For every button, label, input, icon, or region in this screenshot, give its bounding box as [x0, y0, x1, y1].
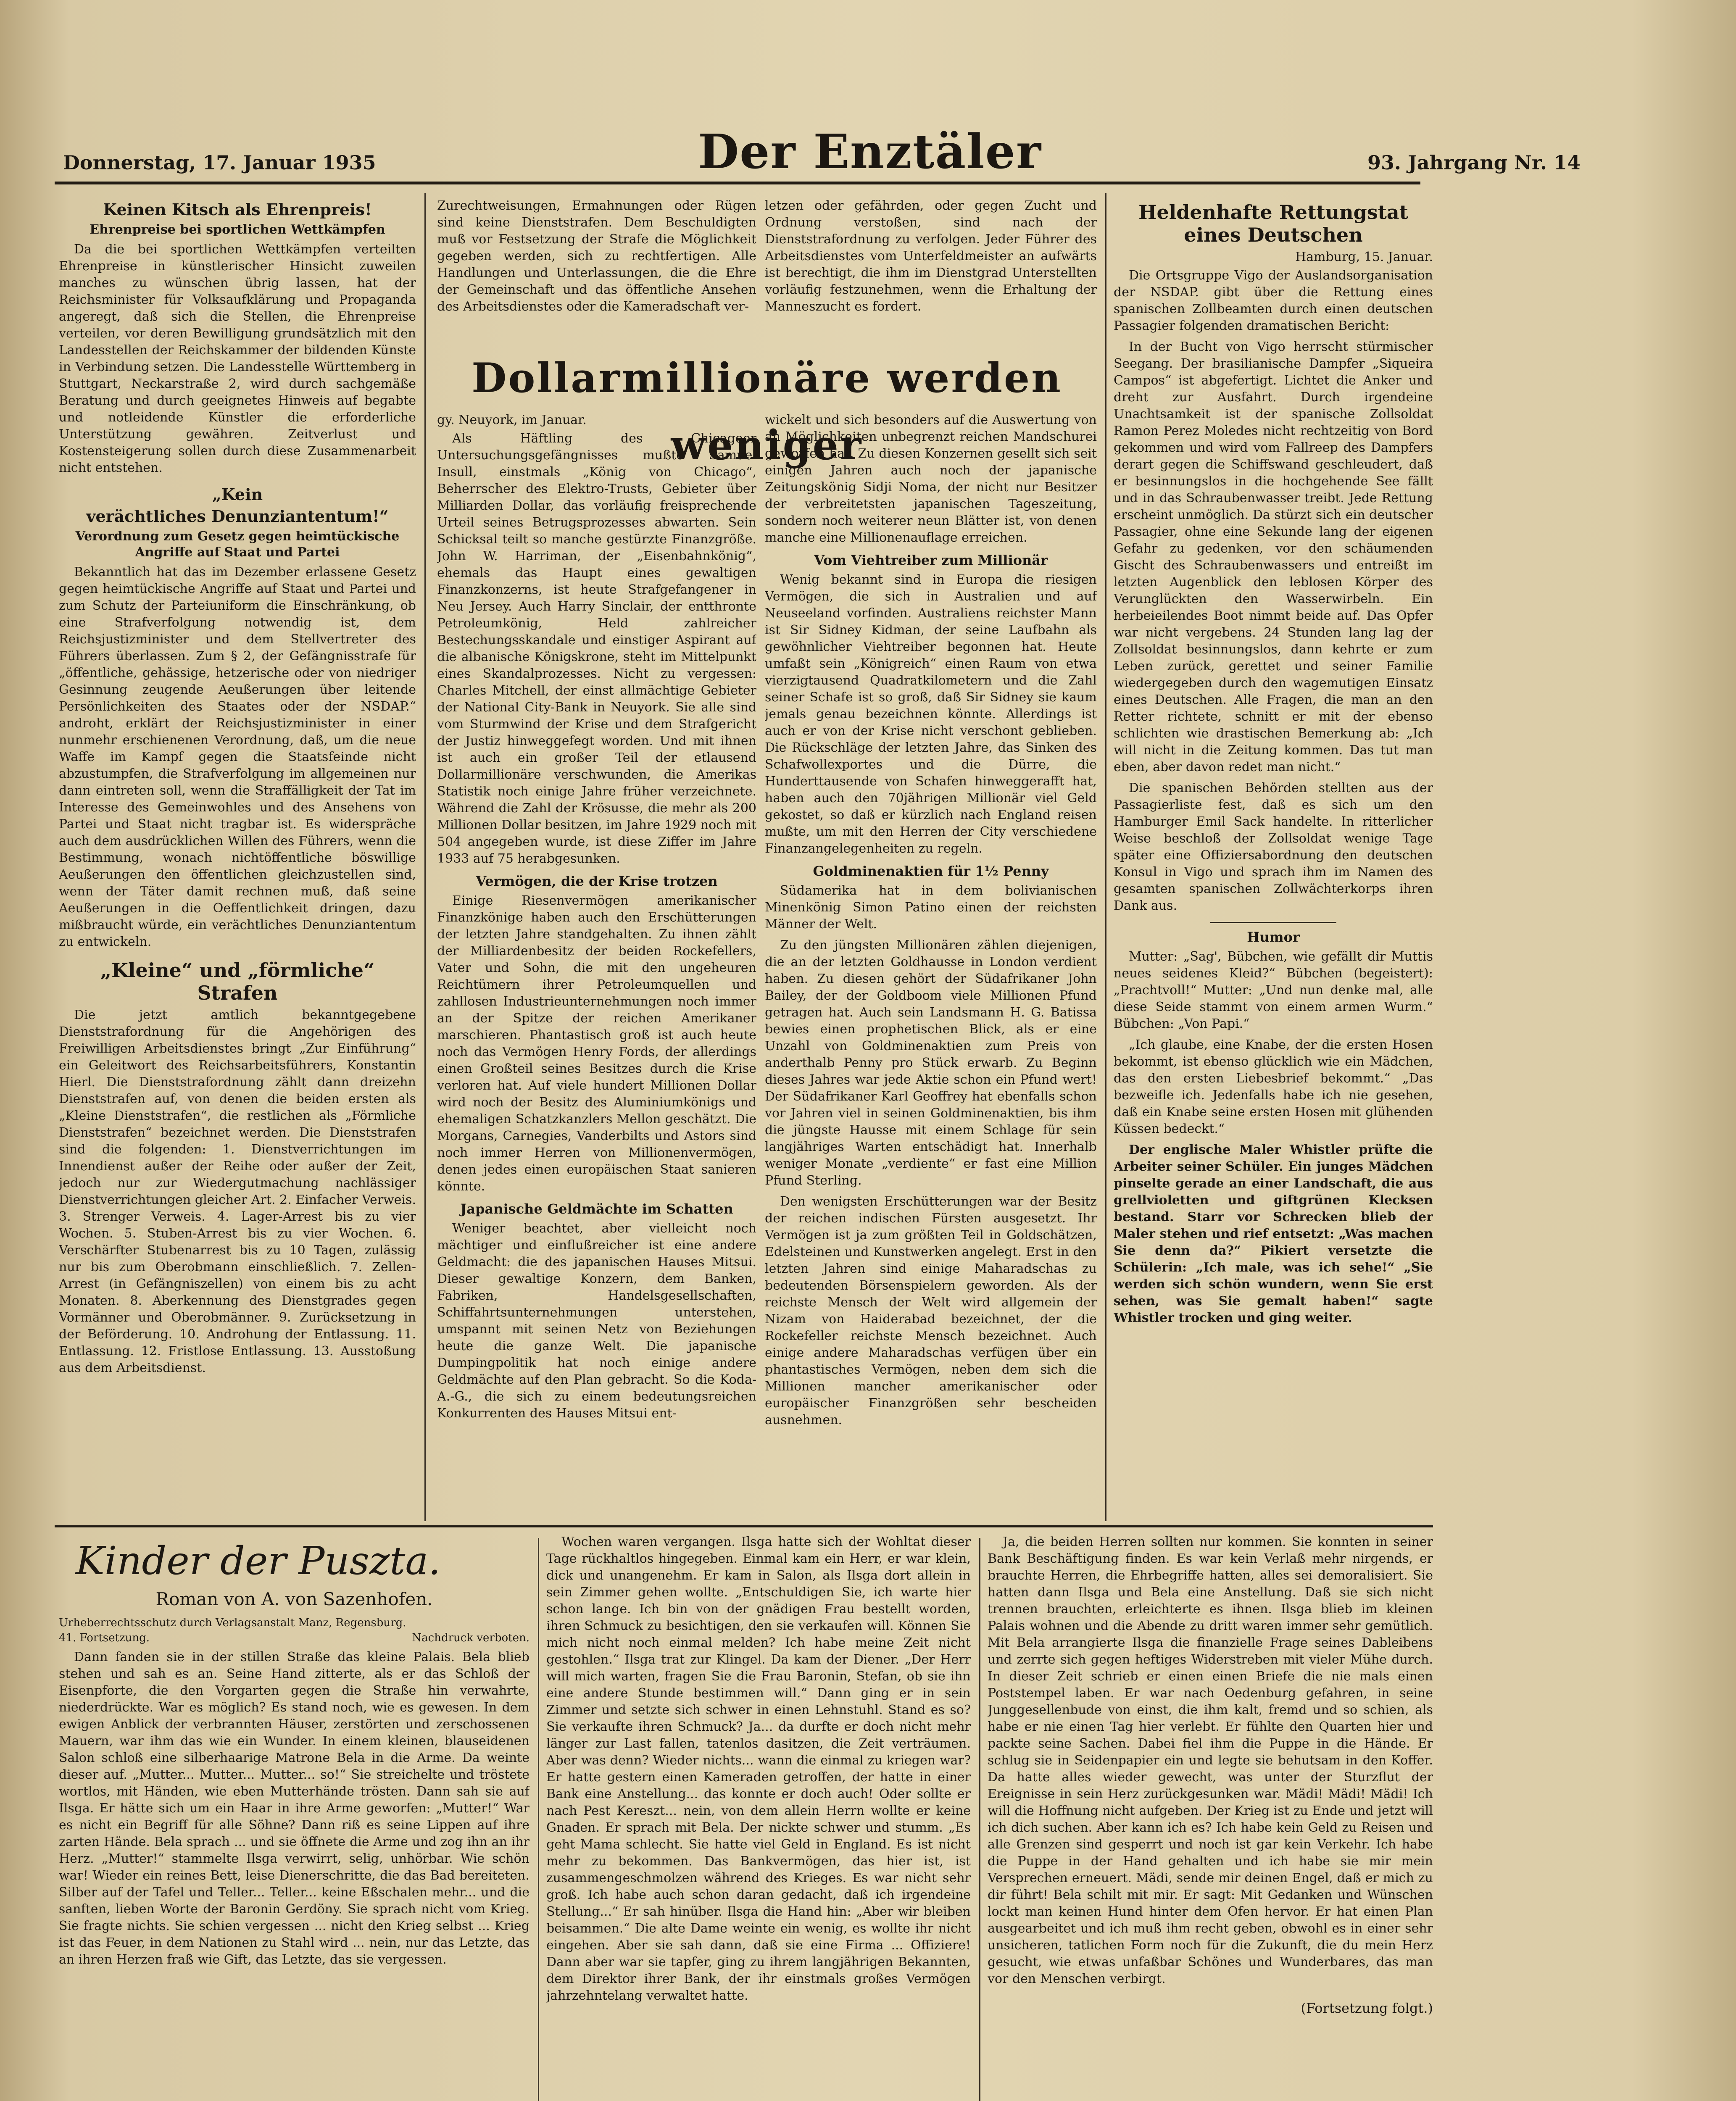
issue-number: 93. Jahrgang Nr. 14 [1367, 151, 1581, 174]
novel-subtitle: Roman von A. von Sazenhofen. [155, 1589, 433, 1609]
article-dollar-1: Als Häftling des Chicagoer Untersuchungsgefängnisses mußte Samuel Insull, einstmals „König von Chicago“, Beherrscher des Elektro-Trusts, Gebieter über Milliarden Dollar, das vorläufig freisprechende Urteil seines Betrugsprozesses abwarten. Sein Schicksal teilt so manche gestürzte Finanzgröße. John W. Harriman, der „Eisenbahnkönig“, ehemals das Haupt eines gewaltigen Finanzkonzerns, ist heute Strafgefangener in Neu Jersey. Auch Harry Sinclair, der entthronte Petroleumkönig, Held zahlreicher Bestechungsskandale und einstiger Aspirant auf die albanische Königskrone, steht im Mittelpunkt eines Skandalprozesses. Nicht zu vergessen: Charles Mitchell, der einst allmächtige Gebieter der National City-Bank in Neuyork. Sie alle sind vom Sturmwind der Krise und dem Strafgericht der Justiz hinweggefegt worden. Und mit ihnen ist auch ein großer Teil der etlausend Dollarmillionäre verschwunden, die Amerikas Statistik noch einige Jahre früher verzeichnete. Während die Zahl der Krösusse, die mehr als 200 Millionen Dollar besitzen, im Jahre 1929 noch mit 504 angegeben wurde, ist diese Ziffer im Jahre 1933 auf 75 herabgesunken. [437, 431, 756, 866]
subhead-denunziantentum: Verordnung zum Gesetz gegen heimtückische Angriffe auf Staat und Partei [75, 529, 400, 560]
article-strafen: Die jetzt amtlich bekanntgegebene Dienststrafordnung für die Angehörigen des Freiwilligen Arbeitsdienstes bringt „Zur Einführung“ ein Geleitwort des Reichsarbeitsführers, Konstantin Hierl. Die Dienststrafordnung zählt dann dreizehn Dienststrafen auf, von denen die beiden ersten als „Kleine Dienststrafen“, die restlichen als „Förmliche Dienststrafen“ bezeichnet werden. Die Dienststrafen sind die folgenden: 1. Dienstverrichtungen im Innendienst außer der Reihe oder außer der Zeit, jedoch nur zur Wiedergutmachung nachlässiger Dienstverrichtungen gleicher Art. 2. Einfacher Verweis. 3. Strenger Verweis. 4. Lager-Arrest bis zu vier Wochen. 5. Stuben-Arrest bis zu vier Wochen. 6. Verschärfter Stubenarrest bis zu 10 Tagen, zulässig nur bis zum Oberobmann einschließlich. 7. Zellen-Arrest (in Gefängniszellen) von einem bis zu acht Monaten. 8. Aberkennung des Dienstgrades gegen Vormänner und Oberobmänner. 9. Zurücksetzung in der Beförderung. 10. Androhung der Entlassung. 11. Entlassung. 12. Fristlose Entlassung. 13. Ausstoßung aus dem Arbeitsdienst. [59, 1008, 416, 1375]
joke-whistler: Der englische Maler Whistler prüfte die Arbeiter seiner Schüler. Ein junges Mädchen pinselte gerade an einer Landschaft, die aus grellvioletten und giftgrünen Klecksen bestand. Starr vor Schrecken blieb der Maler stehen und rief entsetzt: „Was machen Sie denn da?“ Pikiert versetzte die Schülerin: „Ich male, was ich sehe!“ „Sie werden sich schön wundern, wenn Sie erst sehen, was Sie gemalt haben!“ sagte Whistler trocken und ging weiter. [1114, 1143, 1433, 1325]
headline-rettungstat: Heldenhafte Rettungstat eines Deutschen [1138, 201, 1408, 246]
article-dollar-7: Zu den jüngsten Millionären zählen diejenigen, die an der letzten Goldhausse in London verdient haben. Zu diesen gehört der Südafrikaner John Bailey, der der Goldboom viele Millionen Pfund getragen hat. Auch sein Landsmann H. G. Batissa bewies einen prophetischen Blick, als er eine Unzahl von Goldminenaktien zum Preis von anderthalb Penny pro Stück erwarb. Zu Beginn dieses Jahres war jede Aktie schon ein Pfund wert! Der Südafrikaner Karl Geoffrey hat ebenfalls schon vor Jahren viel in seinen Goldminenaktien, bis ihm die jüngste Hausse mit einem Schlage für sein langjähriges Warten entschädigt hat. Innerhalb weniger Monate „verdiente“ er fast eine Million Pfund Sterling. [765, 938, 1097, 1188]
subhead-goldminen: Goldminenaktien für 1½ Penny [813, 863, 1049, 879]
article-kitsch: Da die bei sportlichen Wettkämpfen verteilten Ehrenpreise in künstlerischer Hinsicht zuweilen manches zu wünschen übrig lassen, hat der Reichsminister für Volksaufklärung und Propaganda angeregt, daß sich die Stellen, die Ehrenpreise verteilen, vor deren Bewilligung grundsätzlich mit den Landesstellen der Reichskammer der bildenden Künste in Verbindung setzen. Die Landesstelle Württemberg in Stuttgart, Neckarstraße 2, wird durch sachgemäße Beratung und durch geeignetes Hinweis auf begabte und notleidende Künstler die erforderliche Unterstützung gewähren. Zeitverlust und Kostensteigerung sollen durch diese Zusammenarbeit nicht entstehen. [59, 242, 416, 475]
joke-hosen: „Ich glaube, eine Knabe, der die ersten Hosen bekommt, ist ebenso glücklich wie ein Mädchen, das den ersten Liebesbrief bekommt.“ „Das bezweifle ich. Jedenfalls habe ich nie gesehen, daß ein Knabe seine ersten Hosen mit glühenden Küssen bedeckt.“ [1114, 1037, 1433, 1136]
article-rettung-1: Die Ortsgruppe Vigo der Auslandsorganisation der NSDAP. gibt über die Rettung eines spanischen Zollbeamten durch einen deutschen Passagier folgenden dramatischen Bericht: [1114, 268, 1433, 333]
reprint-notice: Nachdruck verboten. [412, 1632, 529, 1644]
column-2-top [437, 197, 756, 336]
novel-title: Kinder der Puszta. [76, 1538, 441, 1583]
dateline-hamburg: Hamburg, 15. Januar. [1295, 250, 1433, 264]
headline-denunziantentum-1: „Kein [212, 485, 263, 504]
headline-denunziantentum-2: verächtliches Denunziantentum!“ [86, 507, 389, 526]
headline-strafen: „Kleine“ und „förmliche“ Strafen [100, 959, 375, 1004]
column-3 [765, 412, 1097, 1521]
masthead-rule [55, 182, 1420, 184]
column-rule [424, 193, 426, 1521]
subhead-japan: Japanische Geldmächte im Schatten [460, 1201, 733, 1217]
article-rettung-2: In der Bucht von Vigo herrscht stürmischer Seegang. Der brasilianische Dampfer „Siqueira Campos“ ist abgefertigt. Lichtet die Anker und dreht zur Ausfahrt. Durch irgendeine Unachtsamkeit ist der spanische Zollsoldat Ramon Perez Moledes nicht rechtzeitig von Bord gekommen und wird vom Fallreep des Dampfers derart gegen die Schiffswand geschleudert, daß er besinnungslos in die hochgehende See fällt und in das Schraubenwasser treibt. Jede Rettung erscheint unmöglich. Da stürzt sich ein deutscher Passagier, ohne eine Sekunde lang der eigenen Gefahr zu gedenken, vor den schäumenden Gischt des Schraubenwassers und entreißt im letzten Augenblick den leblosen Körper des Verunglückten den Wasserwirbeln. Ein herbeieilendes Boot nimmt beide auf. Das Opfer war nicht vergebens. 24 Stunden lang lag der Zollsoldat besinnungslos, dann kehrte er zum Leben zurück, gerettet und seiner Familie wiedergegeben durch den wagemutigen Einsatz eines Deutschen. Alle Fragen, die man an den Retter richtete, schnitt er mit der ebenso schlichten wie drastischen Bemerkung ab: „Ich will nicht in die Zeitung kommen. Das tut man eben, aber davon redet man nicht.“ [1114, 340, 1433, 774]
article-dollar-3: Weniger beachtet, aber vielleicht noch mächtiger und einflußreicher ist eine andere Geldmacht: die des japanischen Hauses Mitsui. Dieser gewaltige Konzern, dem Banken, Fabriken, Handelsgesellschaften, Schiffahrtsunternehmungen unterstehen, umspannt mit seinen Netz von Beziehungen heute die ganze Welt. Die japanische Dumpingpolitik hat noch einige andere Geldmächte auf den Plan gebracht. So die Koda-A.-G., die sich zu einem bedeutungsreichen Konkurrenten des Hauses Mitsui ent- [437, 1221, 756, 1421]
novel-rule [55, 1525, 1433, 1527]
continued-notice: (Fortsetzung folgt.) [1301, 2000, 1433, 2016]
banner-headline: Dollarmillionäre werden weniger [472, 354, 1062, 469]
column-right [1114, 197, 1433, 1521]
article-dollar-5: Wenig bekannt sind in Europa die riesigen Vermögen, die sich in Australien und auf Neuseeland vorfinden. Australiens reichster Mann ist Sir Sidney Kidman, der seine Laufbahn als gewöhnlicher Viehtreiber begonnen hat. Heute umfaßt sein „Königreich“ einen Raum von etwa vierzigtausend Quadratkilometern und die Zahl seiner Schafe ist so groß, daß Sir Sidney sie kaum jemals genau bezeichnen könnte. Allerdings ist auch er von der Krise nicht verschont geblieben. Die Rückschläge der letzten Jahre, das Sinken des Schafwollexportes und die Dürre, die Hunderttausende von Schafen hinweggerafft hat, haben auch den 70jährigen Millionär viel Geld gekostet, so daß er kürzlich nach England reisen mußte, um mit den Herren der City verschiedene Finanzangelegenheiten zu regeln. [765, 572, 1097, 856]
novel-text-2: Wochen waren vergangen. Ilsga hatte sich der Wohltat dieser Tage rückhaltlos hingegeben. Einmal kam ein Herr, er war klein, dick und unangenehm. Er kam in Salon, als Ilsga dort allein in sein Zimmer gehen wollte. „Entschuldigen Sie, ich warte hier schon lange. Ich bin von der gnädigen Frau bestellt worden, ihren Schmuck zu besichtigen, den sie verkaufen will. Können Sie mich nicht noch einmal melden? Ich habe meine Zeit nicht gestohlen.“ Ilsga trat zur Klingel. Da kam der Diener. „Der Herr will mich warten, fragen Sie die Frau Baronin, Stefan, ob sie ihn eine andere Stunde bestimmen will.“ Dann ging er in sein Zimmer und setzte sich schwer in einen Lehnstuhl. Stand es so? Sie verkaufte ihren Schmuck? Ja... da durfte er doch nicht mehr länger zur Last fallen, tatenlos dasitzen, die Zeit verträumen. Aber was denn? Wieder nichts... wann die einmal zu kriegen war? Er hatte gestern einen Kameraden getroffen, der hatte in einer Bank eine Anstellung... das konnte er doch auch! Oder sollte er nach Pest Kereszt... nein, von dem allein Herrn wollte er keine Gnaden. Er sprach mit Bela. Der nickte schwer und stumm. „Es geht Mama schlecht. Sie hatte viel Geld in England. Es ist nicht mehr zu bekommen. Das Bankvermögen, das hier ist, ist zusammengeschmolzen während des Krieges. Es war nicht sehr groß. Ich habe auch schon daran gedacht, daß ich irgendeine Stellung...“ Er sah hinüber. Ilsga die Hand hin: „Aber wir bleiben beisammen.“ Die alte Dame weinte ein wenig, es wollte ihr nicht eingehen. Aber sie sah dann, daß sie eine Firma ... Offiziere! Dann aber war sie tapfer, ging zu ihrem langjährigen Bekannten, dem Direktor ihrer Bank, der ihr einstmals großes Vermögen jahrzehntelang verwaltet hatte. [546, 1535, 971, 2003]
novel-copyright [59, 1615, 529, 1630]
newspaper-title: Der Enztäler [698, 124, 1042, 179]
article-rettung-3: Die spanischen Behörden stellten aus der Passagierliste fest, daß es sich um den Hamburger Emil Sack handelte. In ritterlicher Weise beschloß der Zollsoldat wenige Tage später eine Offiziersabordnung den deutschen Konsul in Vigo und sprach ihm im Namen des gesamten spanischen Zollwächterkorps ihren Dank aus. [1114, 781, 1433, 913]
column-rule [538, 1538, 539, 2101]
novel-text-3: Ja, die beiden Herren sollten nur kommen. Sie konnten in seiner Bank Beschäftigung finden. Es war kein Verlaß mehr nirgends, er brauchte Herren, die Ehrbegriffe hatten, alles sei demoralisiert. Sie hatten dann Ilsga und Bela eine Anstellung. Daß sie sich nicht trennen brauchten, erleichterte es ihnen. Ilsga blieb im kleinen Palais wohnen und die Abende zu dritt waren immer sehr gemütlich. Mit Bela arrangierte Ilsga die finanzielle Frage seines Dableibens und zerrte sich gegen heftiges Widerstreben mit vieler Mühe durch. In dieser Zeit schrieb er einen einen Briefe die nie mals einen Poststempel laben. Er war nach Oedenburg gefahren, in seine Junggesellenbude von einst, die ihm kalt, fremd und so schien, als habe er nie einen Tag hier verlebt. Er fühlte den Quarten hier und packte seine Sachen. Dabei fiel ihm die Puppe in die Hände. Er schlug sie in Seidenpapier ein und legte sie behutsam in den Koffer. Da hatte alles wieder gewecht, was unter der Sturzflut der Ereignisse in sein Herz zurückgesunken war. Mädi! Mädi! Mädi! Ich will die Hoffnung nicht aufgeben. Der Krieg ist zu Ende und jetzt will ich dich suchen. Aber kann ich es? Ich habe kein Geld zu Reisen und alle Grenzen sind gesperrt und noch ist gar kein Verkehr. Ich habe die Puppe in der Hand gehalten und ich habe sie mir mein Versprechen erneuert. Mädi, sende mir deinen Engel, daß er mich zu dir führt! Bela schilt mit mir. Er sagt: Mit Gedanken und Wünschen lockt man keinen Hund hinter dem Ofen hervor. Er hat einen Plan ausgearbeitet und ich muß ihm recht geben, obwohl es in einer sehr unsicheren, tatlichen Form noch für die Zukunft, die du mein Herz gesucht, wie etwas unfaßbar Schönes und Wunderbares, das man vor den Menschen verbirgt. [988, 1535, 1433, 1986]
column-3-top [765, 197, 1097, 336]
article-strafen-end: letzen oder gefährden, oder gegen Zucht und Ordnung verstoßen, sind nach der Dienststrafordnung zu verfolgen. Jeder Führer des Arbeitsdienstes vom Unterfeldmeister an aufwärts ist berechtigt, die ihm im Dienstgrad Unterstellten vorläufig festzunehmen, wenn die Erhaltung der Manneszucht es fordert. [765, 198, 1097, 314]
novel-text-1: Dann fanden sie in der stillen Straße das kleine Palais. Bela blieb stehen und sah es an. Seine Hand zitterte, als er das Schloß der Eisenpforte, die den Vorgarten gegen die Straße hin verwahrte, niederdrückte. War es möglich? Es stand noch, wie es gewesen. In dem ewigen Anblick der verbrannten Häuser, zerstörten und zerschossenen Mauern, war ihm das wie ein Wunder. In einem kleinen, blauseidenen Salon schloß eine silberhaarige Matrone Bela in die Arme. Da weinte dieser auf. „Mutter... Mutter... Mutter... so!“ Sie streichelte und tröstete wortlos, mit Händen, wie eben Mutterhände trösten. Dann sah sie auf Ilsga. Er hätte sich um ein Haar in ihre Arme geworfen: „Mutter!“ War es nicht ein Begriff für alle Söhne? Dann riß es seine Lippen auf ihre zarten Hände. Bela sprach ... und sie öffnete die Arme und zog ihn an ihr Herz. „Mutter!“ stammelte Ilsga verwirrt, selig, unhörbar. Wie schön war! Wieder ein reines Bett, leise Dienerschritte, die das Bad bereiteten. Silber auf der Tafel und Teller... Teller... keine Eßschalen mehr... und die sanften, lieben Worte der Baronin Gerdöny. Sie sprach nicht vom Krieg. Sie fragte nichts. Sie schien vergessen ... nicht den Krieg selbst ... Krieg ist das Feuer, in dem Nationen zu Stahl wird ... nein, nur das Letzte, das an ihren Herzen fraß wie Gift, das Letzte, das sie vergessen. [59, 1650, 529, 1967]
subhead-krise: Vermögen, die der Krise trotzen [476, 873, 718, 889]
article-dollar-2: Einige Riesenvermögen amerikanischer Finanzkönige haben auch den Erschütterungen der letzten Jahre standgehalten. Zu ihnen zählt der Milliardenbesitz der beiden Rockefellers, Vater und Sohn, die mit den ungeheuren Reichtümern ihrer Petroleumquellen und zahllosen Industrieunternehmungen noch immer an der Spitze der reichen Amerikaner marschieren. Phantastisch groß ist auch heute noch das Vermögen Henry Fords, der allerdings einen Großteil seines Besitzes durch die Krise verloren hat. Auf viele hundert Millionen Dollar wird noch der Besitz des Aluminiumkönigs und ehemaligen Schatzkanzlers Mellon geschätzt. Die Morgans, Carnegies, Vanderbilts und Astors sind noch immer Herren von Millionenvermögen, denen jedes einen europäischen Staat sanieren könnte. [437, 893, 756, 1194]
copyright-notice: Urheberrechtsschutz durch Verlagsanstalt Manz, Regensburg. [59, 1617, 406, 1629]
column-rule [979, 1538, 980, 2101]
column-2 [437, 412, 756, 1521]
headline-kitsch: Keinen Kitsch als Ehrenpreis! [103, 200, 372, 219]
novel-meta-row [59, 1630, 529, 1646]
article-dollar-8: Den wenigsten Erschütterungen war der Besitz der reichen indischen Fürsten ausgesetzt. Ihr Vermögen ist ja zum größten Teil in Goldschätzen, Edelsteinen und Kunstwerken angelegt. Erst in den letzten Jahren sind einige Maharadschas zu bedeutenden Börsenspielern geworden. Als der reichste Mensch der Welt wird allgemein der Nizam von Haiderabad bezeichnet, der die Rockefeller reichste Mensch bezeichnet. Auch einige andere Maharadschas verfügen über ein phantastisches Vermögen, neben dem sich die Millionen mancher amerikanischer oder europäischer Finanzgrößen sehr bescheiden ausnehmen. [765, 1194, 1097, 1427]
column-1 [59, 197, 416, 1521]
continuation-number: 41. Fortsetzung. [59, 1632, 150, 1644]
novel-column-3 [988, 1534, 1433, 2101]
article-dollar-4: wickelt und sich besonders auf die Auswertung von an Möglichkeiten unbegrenzt reichen Mandschurei geworfen hat. Zu diesen Konzernen gesellt sich seit einigen Jahren auch noch der japanische Zeitungskönig Sidji Noma, der nicht nur Besitzer der verbreitetsten japanischen Tageszeitung, sondern noch weiterer neun Blätter ist, von denen manche eine Millionenauflage erreichen. [765, 413, 1097, 545]
column-rule [1105, 193, 1106, 1521]
novel-column-2 [546, 1534, 971, 2101]
article-strafen-continued: Zurechtweisungen, Ermahnungen oder Rügen sind keine Dienststrafen. Dem Beschuldigten muß vor Festsetzung der Strafe die Möglichkeit gegeben werden, sich zu rechtfertigen. Alle Handlungen und Unterlassungen, die die Ehre der Gemeinschaft und das öffentliche Ansehen des Arbeitsdienstes oder die Kameradschaft ver- [437, 198, 756, 314]
humor-rule [1210, 922, 1336, 923]
dateline-neuyork: gy. Neuyork, im Januar. [437, 413, 587, 427]
heading-humor: Humor [1247, 929, 1300, 945]
joke-kleid: Mutter: „Sag', Bübchen, wie gefällt dir Muttis neues seidenes Kleid?“ Bübchen (begeistert): „Prachtvoll!“ Mutter: „Und nun denke mal, alle diese Seide stammt von einem armen Wurm.“ Bübchen: „Von Papi.“ [1114, 949, 1433, 1031]
issue-date: Donnerstag, 17. Januar 1935 [63, 151, 376, 174]
subhead-kitsch: Ehrenpreise bei sportlichen Wettkämpfen [90, 222, 385, 237]
subhead-viehtreiber: Vom Viehtreiber zum Millionär [814, 552, 1048, 568]
article-denunziantentum: Bekanntlich hat das im Dezember erlassene Gesetz gegen heimtückische Angriffe auf Staat und Partei und zum Schutz der Parteiuniform die Einschränkung, ob eine Strafverfolgung notwendig ist, dem Reichsjustizminister und dem Stellvertreter des Führers überlassen. Zum § 2, der Gefängnisstrafe für „öffentliche, gehässige, hetzerische oder von niedriger Gesinnung zeugende Aeußerungen über leitende Persönlichkeiten des Staates oder der NSDAP.“ androht, erklärt der Reichsjustizminister in einer nunmehr erschienenen Verordnung, daß, um die neue Waffe im Kampf gegen die Staatsfeinde nicht abzustumpfen, die Strafverfolgung im allgemeinen nur dann eintreten soll, wenn die Straffälligkeit der Tat im Interesse des Gemeinwohles und des Ansehens von Partei und Staat nicht tragbar ist. Es widerspräche auch dem ausdrücklichen Willen des Führers, wenn die Bestimmung, wonach nichtöffentliche böswillige Aeußerungen den öffentlichen gleichzustellen sind, wenn der Täter damit rechnen muß, daß seine Aeußerungen in die Oeffentlichkeit dringen, dazu mißbraucht würde, ein verächtliches Denunziantentum zu entwickeln. [59, 565, 416, 949]
novel-column-1 [59, 1534, 529, 2101]
article-dollar-6: Südamerika hat in dem bolivianischen Minenkönig Simon Patino einen der reichsten Männer der Welt. [765, 883, 1097, 932]
